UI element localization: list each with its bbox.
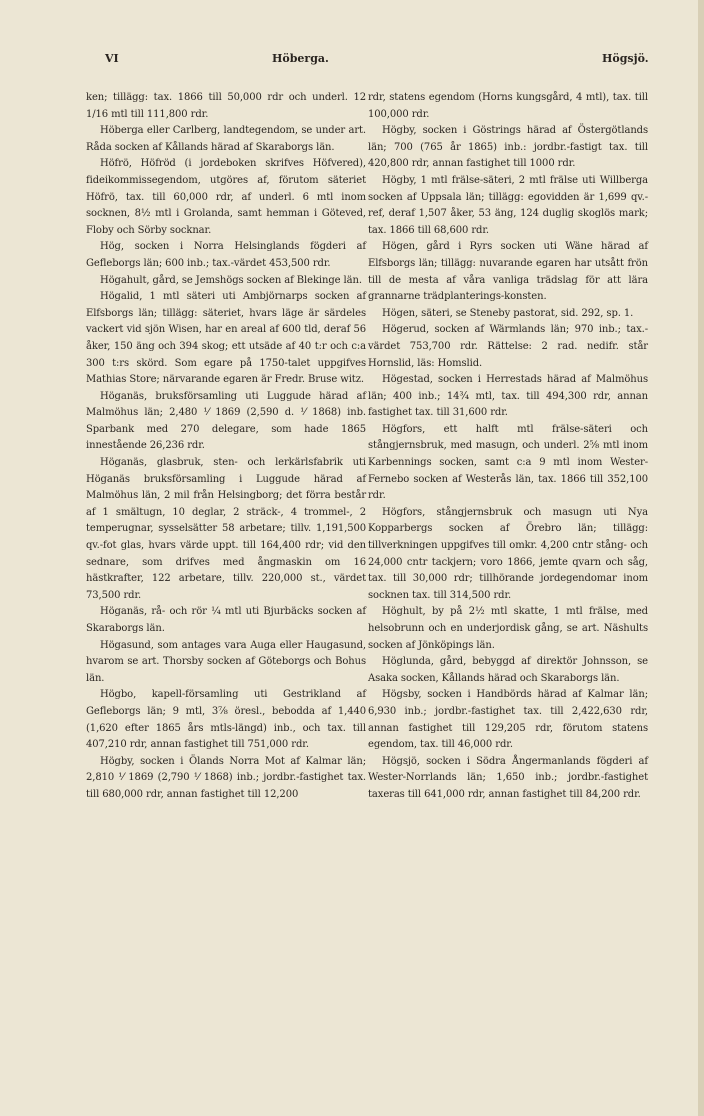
- entry-paragraph: Höfrö, Höfröd (i jordeboken skrifves Höfvered), fideikommissegendom, utgöres af, förutom säteriet Höfrö, tax. till 60,000 rdr, af underl. 6 mtl inom socknen, 8½ mtl i Grolanda, samt hemman i Göteved, Floby och Sörby socknar.: [86, 158, 366, 236]
- page-number: VI: [105, 52, 119, 65]
- right-running-head: Högsjö.: [602, 52, 649, 65]
- entry-paragraph: Högestad, socken i Herrestads härad af Malmöhus län; 400 inb.; 14¾ mtl, tax. till 494,300 rdr, annan fastighet tax. till 31,600 rdr.: [368, 374, 648, 419]
- entry-paragraph: Högen, gård i Ryrs socken uti Wäne härad af Elfsborgs län; tillägg: nuvarande egaren har utsått frön till de mesta af våra vanliga trädslag för att lära grannarne trädplanterings-konsten.: [368, 241, 648, 303]
- entry-paragraph: Hög, socken i Norra Helsinglands fögderi af Gefleborgs län; 600 inb.; tax.-värdet 453,500 rdr.: [86, 241, 366, 269]
- entry-paragraph: Höglunda, gård, bebyggd af direktör Johnsson, se Asaka socken, Kållands härad och Skaraborgs län.: [368, 656, 648, 684]
- entry-paragraph: rdr, statens egendom (Horns kungsgård, 4 mtl), tax. till 100,000 rdr.: [368, 92, 648, 120]
- entry-paragraph: Höganäs, rå- och rör ¼ mtl uti Bjurbäcks socken af Skaraborgs län.: [86, 606, 366, 634]
- entry-paragraph: Högahult, gård, se Jemshögs socken af Blekinge län.: [100, 274, 362, 286]
- entry-paragraph: Höganäs, glasbruk, sten- och lerkärlsfabrik uti Höganäs bruksförsamling i Luggude härad af Malmöhus län, 2 mil från Helsingborg; det förra består af 1 smältugn, 10 deglar, 2 sträck-, 4 trommel-, 2 temperugnar, sysselsätter 58 arbetare; tillv. 1,191,500 qv.-fot glas, hvars värde uppt. till 164,400 rdr; vid den sednare, som drifves med ångmaskin om 16 hästkrafter, 122 arbetare, tillv. 220,000 st., värdet 73,500 rdr.: [86, 457, 366, 601]
- left-column: [86, 90, 366, 804]
- entry-paragraph: Högalid, 1 mtl säteri uti Ambjörnarps socken af Elfsborgs län; tillägg: säteriet, hvars läge är särdeles vackert vid sjön Wisen, har en areal af 600 tld, deraf 56 åker, 150 äng och 394 skog; ett utsäde af 40 t:r och c:a 300 t:rs skörd. Som egare på 1750-talet uppgifves Mathias Store; närvarande egaren är Fredr. Bruse witz.: [86, 291, 366, 386]
- entry-paragraph: Högbo, kapell-församling uti Gestrikland af Gefleborgs län; 9 mtl, 3⅞ öresl., bebodda af 1,440 (1,620 efter 1865 års mtls-längd) inb., och tax. till 407,210 rdr, annan fastighet till 751,000 rdr.: [86, 689, 366, 751]
- entry-paragraph: Högsjö, socken i Södra Ångermanlands fögderi af Wester-Norrlands län; 1,650 inb.; jordbr.-fastighet taxeras till 641,000 rdr, annan fastighet till 84,200 rdr.: [368, 755, 648, 800]
- entry-paragraph: Höganäs, bruksförsamling uti Luggude härad af Malmöhus län; 2,480 ⅟ 1869 (2,590 d. ⅟ 1868) inb. Sparbank med 270 delegare, som hade 1865 innestående 26,236 rdr.: [86, 390, 366, 452]
- entry-paragraph: Högby, socken i Ölands Norra Mot af Kalmar län; 2,810 ⅟ 1869 (2,790 ⅟ 1868) inb.; jordbr.-fastighet tax. till 680,000 rdr, annan fastighet till 12,200: [86, 755, 366, 800]
- entry-paragraph: Höberga eller Carlberg, landtegendom, se under art. Råda socken af Kållands härad af Skaraborgs län.: [86, 125, 366, 153]
- entry-paragraph: Högfors, stångjernsbruk och masugn uti Nya Kopparbergs socken af Örebro län; tillägg: tillverkningen uppgifves till omkr. 4,200 cntr stång- och 24,000 cntr tackjern; voro 1866, jemte qvarn och såg, tax. till 30,000 rdr; tillhörande jordegendomar inom socknen tax. till 314,500 rdr.: [368, 506, 648, 601]
- entry-paragraph: Högby, socken i Göstrings härad af Östergötlands län; 700 (765 år 1865) inb.: jordbr.-fastigt tax. till 420,800 rdr, annan fastighet till 1000 rdr.: [368, 125, 648, 170]
- running-header: [0, 44, 704, 72]
- entry-paragraph: Höghult, by på 2½ mtl skatte, 1 mtl frälse, med helsobrunn och en underjordisk gång, se art. Näshults socken af Jönköpings län.: [368, 606, 648, 651]
- entry-paragraph: Högasund, som antages vara Auga eller Haugasund, hvarom se art. Thorsby socken af Göteborgs och Bohus län.: [86, 639, 366, 684]
- entry-paragraph: ken; tillägg: tax. 1866 till 50,000 rdr och underl. 12 1/16 mtl till 111,800 rdr.: [86, 92, 366, 120]
- entry-paragraph: Högsby, socken i Handbörds härad af Kalmar län; 6,930 inb.; jordbr.-fastighet tax. till 2,422,630 rdr, annan fastighet till 129,205 rdr, förutom statens egendom, tax. till 46,000 rdr.: [368, 689, 648, 751]
- left-running-head: Höberga.: [272, 52, 329, 65]
- entry-paragraph: Högfors, ett halft mtl frälse-säteri och stångjernsbruk, med masugn, och underl. 2⅝ mtl inom Karbennings socken, samt c:a 9 mtl inom Wester-Fernebo socken af Westerås län, tax. 1866 till 352,100 rdr.: [368, 423, 648, 502]
- right-column: [368, 90, 648, 804]
- entry-paragraph: Högerud, socken af Wärmlands län; 970 inb.; tax.-värdet 753,700 rdr. Rättelse: 2 rad. nedifr. står Hornslid, läs: Homslid.: [368, 324, 648, 369]
- page-edge: [698, 0, 704, 1116]
- entry-paragraph: Högen, säteri, se Steneby pastorat, sid. 292, sp. 1.: [382, 307, 634, 319]
- entry-paragraph: Högby, 1 mtl frälse-säteri, 2 mtl frälse uti Willberga socken af Uppsala län; tillägg: egovidden är 1,699 qv.-ref, deraf 1,507 åker, 53 äng, 124 duglig skoglös mark; tax. 1866 till 68,600 rdr.: [368, 174, 648, 236]
